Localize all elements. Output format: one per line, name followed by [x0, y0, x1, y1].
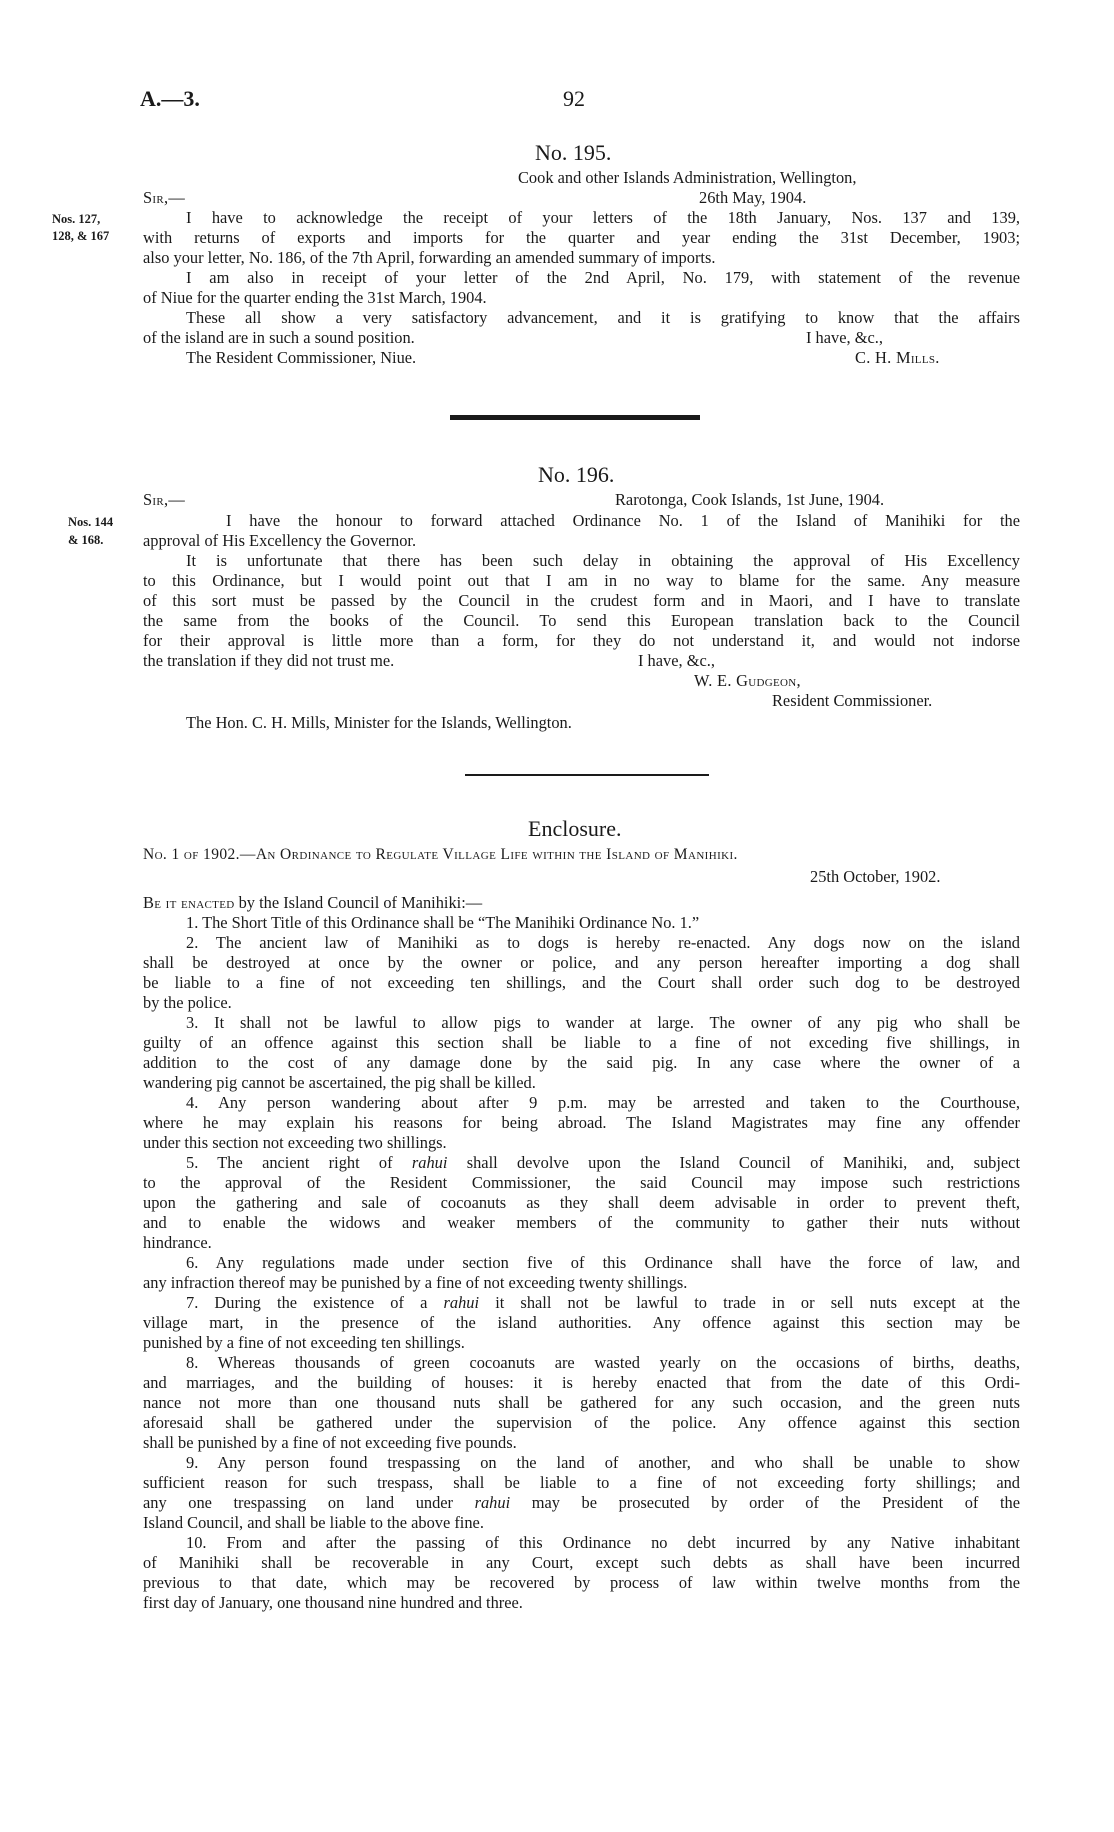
- ordinance-line: upon the gathering and sale of cocoanuts as they shall deem advisable in order to prevent theft,: [143, 1193, 1020, 1212]
- ordinance-line: wandering pig cannot be ascertained, the pig shall be killed.: [143, 1073, 536, 1092]
- letter-195-margin-note-2: 128, & 167: [52, 229, 110, 243]
- letter-195-date: 26th May, 1904.: [699, 188, 807, 207]
- letter-196-heading: No. 196.: [538, 462, 615, 487]
- enacting-clause-rest: by the Island Council of Manihiki:—: [238, 893, 483, 912]
- ordinance-line: 3. It shall not be lawful to allow pigs to wander at large. The owner of any pig who shall be: [186, 1013, 1020, 1032]
- letter-196-salutation: Sir,—: [143, 490, 186, 509]
- letter-196-line: It is unfortunate that there has been such delay in obtaining the approval of His Excellency: [186, 551, 1020, 570]
- letter-195-line: of Niue for the quarter ending the 31st March, 1904.: [143, 288, 487, 307]
- ordinance-line: shall be punished by a fine of not exceeding five pounds.: [143, 1433, 517, 1452]
- ordinance-line: to the approval of the Resident Commissioner, the said Council may impose such restrictions: [143, 1173, 1020, 1192]
- letter-196-closing: I have, &c.,: [638, 651, 715, 670]
- letter-196-line: the same from the books of the Council. To send this European translation back to the Council: [143, 611, 1020, 630]
- ordinance-line: sufficient reason for such trespass, shall be liable to a fine of not exceeding forty shillings; and: [143, 1473, 1020, 1492]
- letter-195-line: with returns of exports and imports for the quarter and year ending the 31st December, 1903;: [143, 228, 1020, 247]
- enclosure-heading: Enclosure.: [528, 816, 622, 841]
- ordinance-line: punished by a fine of not exceeding ten shillings.: [143, 1333, 465, 1352]
- letter-196-line: of this sort must be passed by the Council in the crudest form and in Maori, and I have to translate: [143, 591, 1020, 610]
- letter-195-heading: No. 195.: [535, 140, 612, 165]
- ordinance-line: guilty of an offence against this section shall be liable to a fine of not exceding five shillings, in: [143, 1033, 1020, 1052]
- letter-195-line: of the island are in such a sound position.: [143, 328, 415, 347]
- letter-195-line: I have to acknowledge the receipt of your letters of the 18th January, Nos. 137 and 139,: [186, 208, 1020, 227]
- letter-196-margin-note-1: Nos. 144: [68, 515, 114, 529]
- ordinance-line: 4. Any person wandering about after 9 p.m. may be arrested and taken to the Courthouse,: [186, 1093, 1020, 1112]
- section-divider-thin: [465, 774, 709, 776]
- letter-196-addressee: The Hon. C. H. Mills, Minister for the Islands, Wellington.: [186, 713, 572, 732]
- ordinance-line: nance not more than one thousand nuts shall be gathered for any such occasion, and the green nuts: [143, 1393, 1020, 1412]
- letter-195-closing: I have, &c.,: [806, 328, 883, 347]
- ordinance-line: of Manihiki shall be recoverable in any Court, except such debts as shall have been incurred: [143, 1553, 1020, 1572]
- ordinance-line: under this section not exceeding two shillings.: [143, 1133, 447, 1152]
- letter-195-margin-note-1: Nos. 127,: [52, 212, 101, 226]
- page-number: 92: [563, 86, 585, 111]
- ordinance-line: where he may explain his reasons for being abroad. The Island Magistrates may fine any offender: [143, 1113, 1020, 1132]
- ordinance-line: first day of January, one thousand nine hundred and three.: [143, 1593, 523, 1612]
- letter-196-address: Rarotonga, Cook Islands, 1st June, 1904.: [615, 490, 885, 509]
- letter-195-signature: C. H. Mills.: [855, 348, 940, 367]
- ordinance-line: village mart, in the presence of the island authorities. Any offence against this section may be: [143, 1313, 1020, 1332]
- ordinance-line: and to enable the widows and weaker members of the community to gather their nuts without: [143, 1213, 1020, 1232]
- ordinance-line: 9. Any person found trespassing on the land of another, and who shall be unable to show: [186, 1453, 1020, 1472]
- ordinance-line: shall be destroyed at once by the owner or police, and any person hereafter importing a dog shall: [143, 953, 1020, 972]
- letter-196-signature: W. E. Gudgeon,: [694, 671, 801, 690]
- ordinance-line: and marriages, and the building of houses: it is hereby enacted that from the date of this Ordi-: [143, 1373, 1020, 1392]
- ordinance-line: 5. The ancient right of rahui shall devolve upon the Island Council of Manihiki, and, subject: [186, 1153, 1020, 1172]
- letter-196-signature-title: Resident Commissioner.: [772, 691, 933, 710]
- ordinance-line: any one trespassing on land under rahui may be prosecuted by order of the President of the: [143, 1493, 1020, 1512]
- ordinance-line: addition to the cost of any damage done by the said pig. In any case where the owner of a: [143, 1053, 1020, 1072]
- ordinance-line: previous to that date, which may be recovered by process of law within twelve months from the: [143, 1573, 1020, 1592]
- ordinance-line: 6. Any regulations made under section five of this Ordinance shall have the force of law, and: [186, 1253, 1020, 1272]
- ordinance-line: by the police.: [143, 993, 232, 1012]
- ordinance-line: aforesaid shall be gathered under the supervision of the police. Any offence against this section: [143, 1413, 1020, 1432]
- ordinance-line: 7. During the existence of a rahui it shall not be lawful to trade in or sell nuts except at the: [186, 1293, 1020, 1312]
- letter-196-line: approval of His Excellency the Governor.: [143, 531, 417, 550]
- letter-195-salutation: Sir,—: [143, 188, 186, 207]
- ordinance-line: Island Council, and shall be liable to the above fine.: [143, 1513, 484, 1532]
- ordinance-line: 2. The ancient law of Manihiki as to dogs is hereby re-enacted. Any dogs now on the island: [186, 933, 1020, 952]
- letter-196-line: the translation if they did not trust me.: [143, 651, 395, 670]
- ordinance-line: hindrance.: [143, 1233, 212, 1252]
- ordinance-title: No. 1 of 1902.—An Ordinance to Regulate Village Life within the Island of Manihiki.: [143, 846, 738, 863]
- letter-196-line: to this Ordinance, but I would point out that I am in no way to blame for the same. Any measure: [143, 571, 1020, 590]
- ordinance-date: 25th October, 1902.: [810, 867, 941, 886]
- ordinance-line: 1. The Short Title of this Ordinance shall be “The Manihiki Ordinance No. 1.”: [186, 913, 700, 932]
- ordinance-line: 10. From and after the passing of this Ordinance no debt incurred by any Native inhabitant: [186, 1533, 1020, 1552]
- letter-196-line: for their approval is little more than a form, for they do not understand it, and would not indorse: [143, 631, 1020, 650]
- section-divider-heavy: [450, 415, 700, 420]
- report-code: A.—3.: [140, 86, 200, 111]
- ordinance-line: be liable to a fine of not exceeding ten shillings, and the Court shall order such dog to be destroyed: [143, 973, 1020, 992]
- enacting-clause-lead: Be it enacted: [143, 893, 235, 912]
- letter-196-margin-note-2: & 168.: [68, 533, 104, 547]
- letter-195-line: I am also in receipt of your letter of the 2nd April, No. 179, with statement of the revenue: [186, 268, 1020, 287]
- letter-195-addressee: The Resident Commissioner, Niue.: [186, 348, 417, 367]
- letter-195-line: These all show a very satisfactory advancement, and it is gratifying to know that the affairs: [186, 308, 1020, 327]
- enacting-clause: [143, 893, 482, 913]
- letter-195-address: Cook and other Islands Administration, Wellington,: [518, 168, 857, 187]
- letter-196-line: I have the honour to forward attached Ordinance No. 1 of the Island of Manihiki for the: [226, 511, 1020, 530]
- letter-195-line: also your letter, No. 186, of the 7th April, forwarding an amended summary of imports.: [143, 248, 716, 267]
- ordinance-line: 8. Whereas thousands of green cocoanuts are wasted yearly on the occasions of births, deaths,: [186, 1353, 1020, 1372]
- ordinance-line: any infraction thereof may be punished by a fine of not exceeding twenty shillings.: [143, 1273, 688, 1292]
